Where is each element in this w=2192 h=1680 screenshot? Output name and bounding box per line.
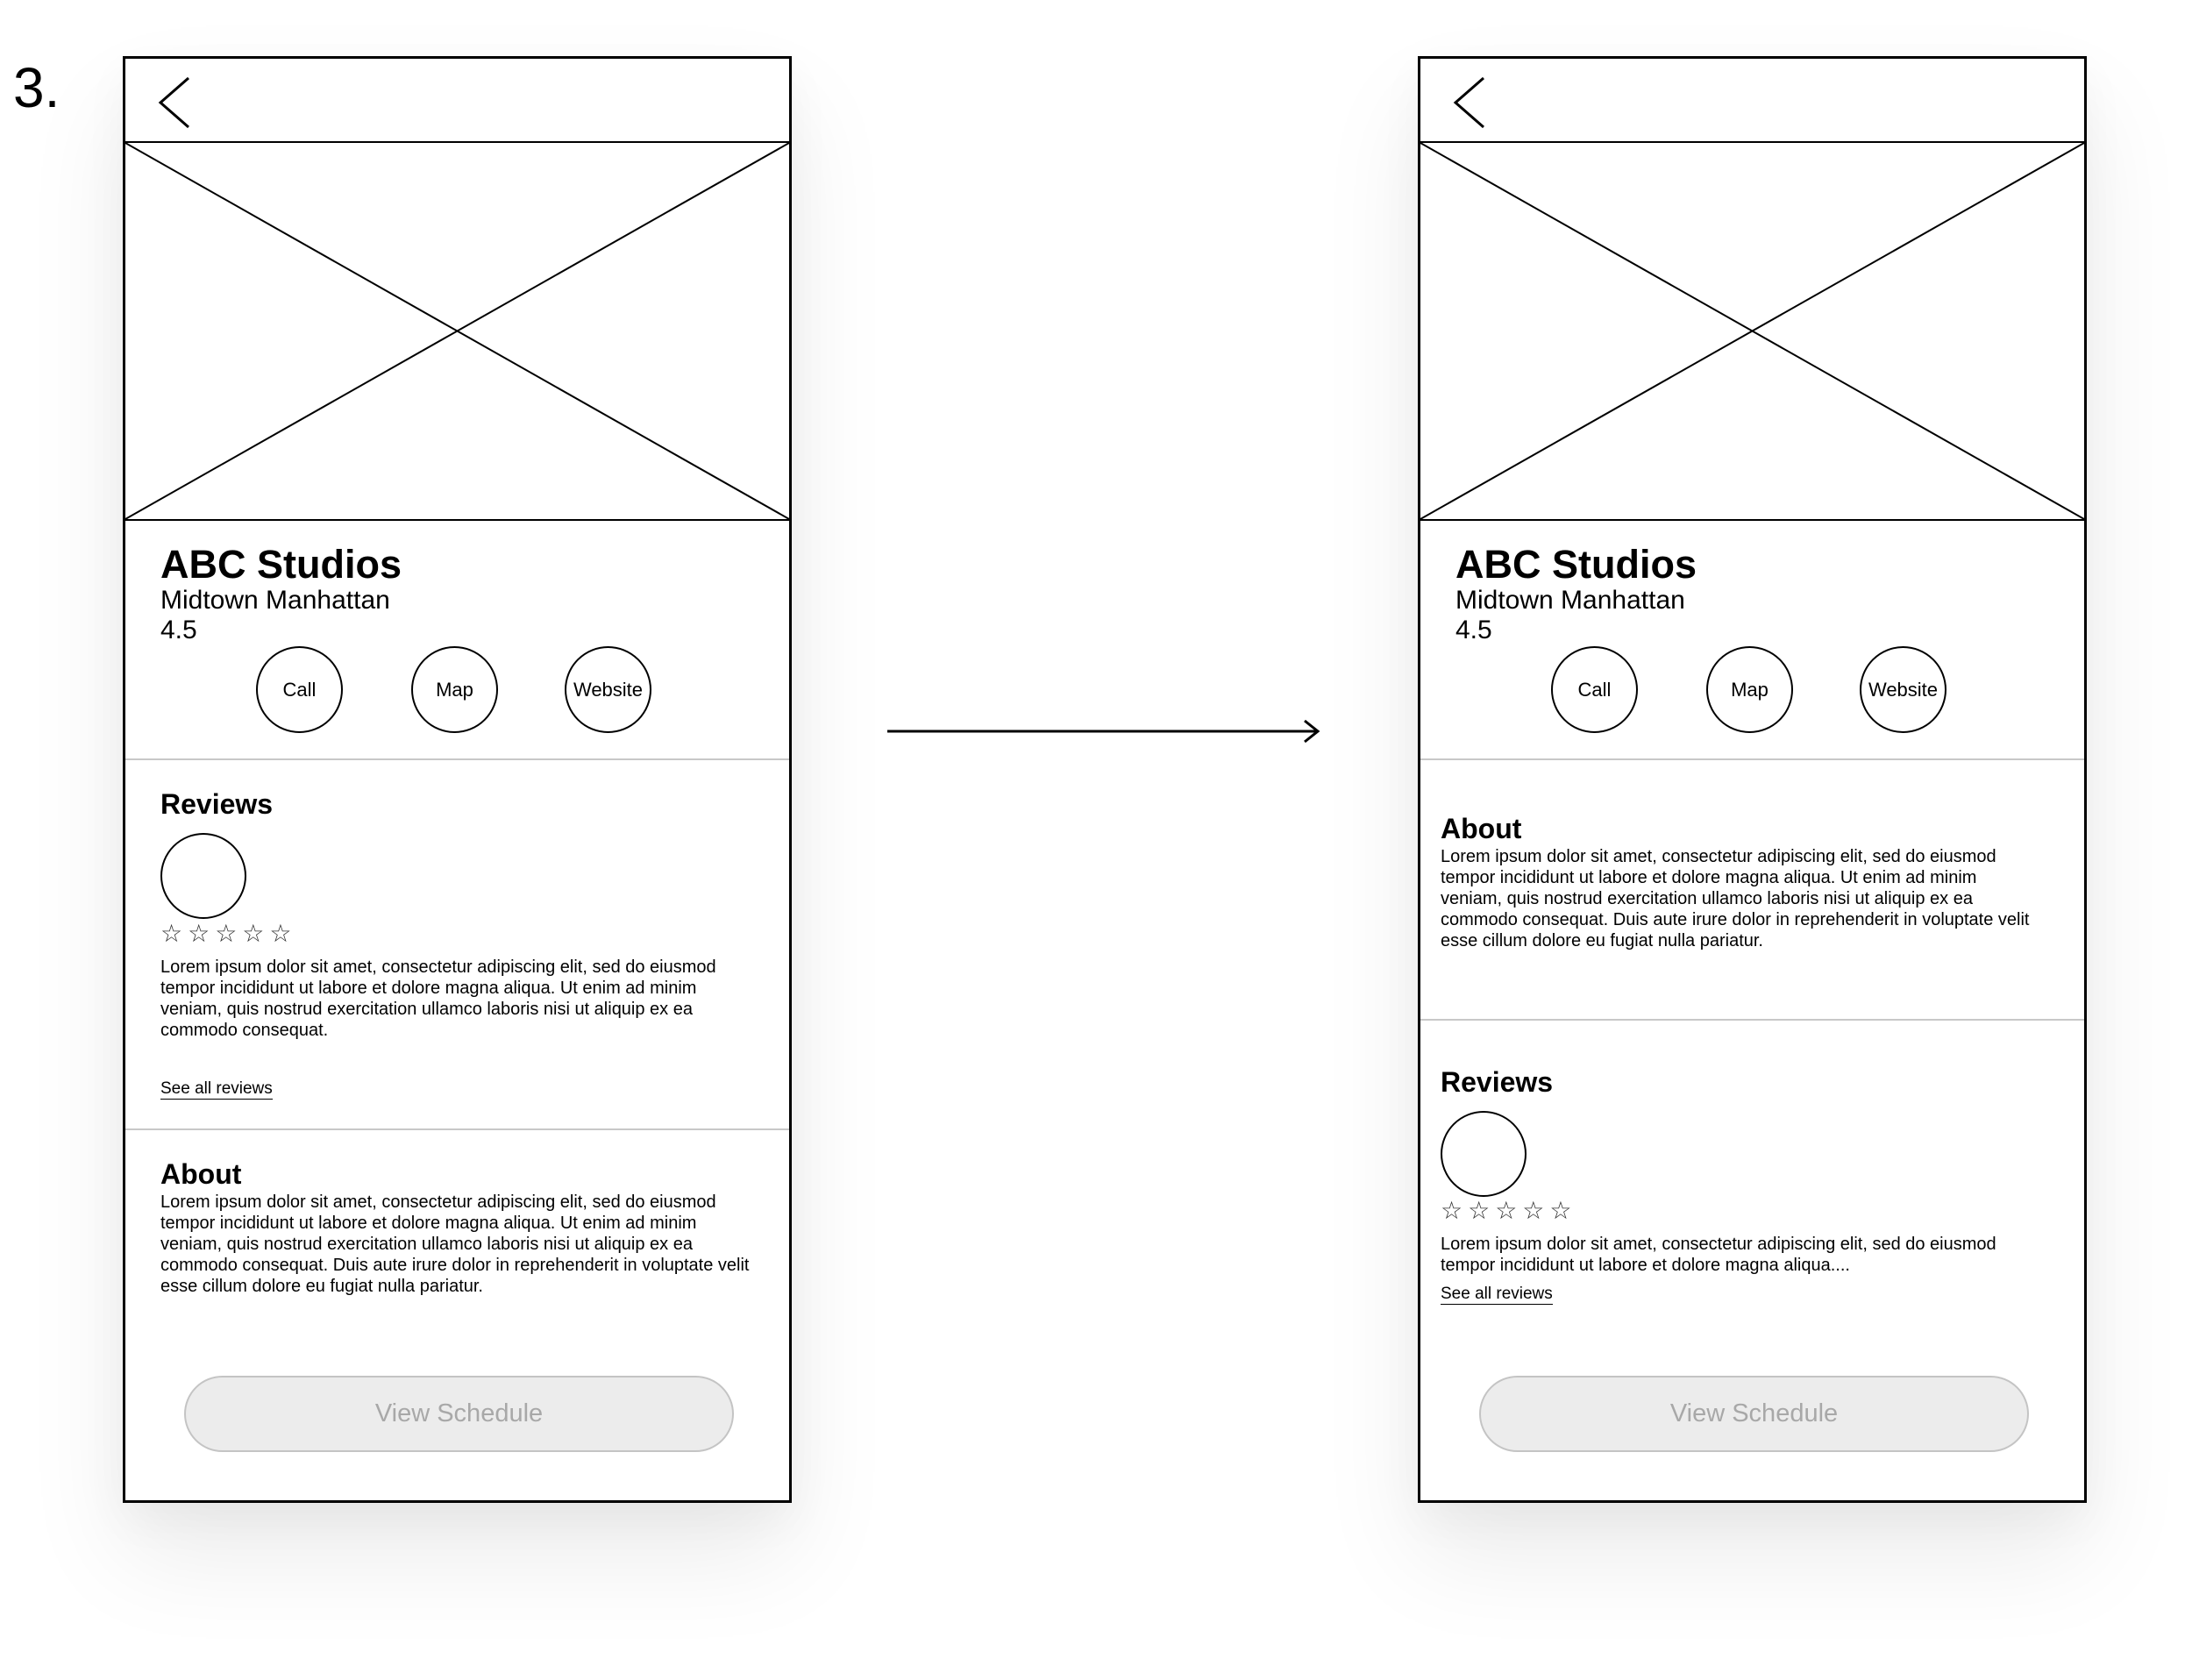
about-text: Lorem ipsum dolor sit amet, consectetur adipiscing elit, sed do eiusmod tempor incididunt ut labore et dolore magna aliqua. Ut enim ad minim veniam, quis nostrud exercitation ullamco laboris nisi ut aliquip ex ea commodo consequat. Duis aute irure dolor in reprehenderit in voluptate velit esse cillum dolore eu fugiat nulla pariatur. — [1441, 847, 2030, 950]
divider — [125, 758, 789, 760]
map-button[interactable]: Map — [411, 646, 498, 733]
star-rating: ☆☆☆☆☆ — [1441, 1196, 1577, 1225]
studio-location: Midtown Manhattan — [1455, 586, 1685, 615]
map-button[interactable]: Map — [1706, 646, 1793, 733]
star-rating: ☆☆☆☆☆ — [160, 919, 297, 948]
about-text: Lorem ipsum dolor sit amet, consectetur adipiscing elit, sed do eiusmod tempor incididunt ut labore et dolore magna aliqua. Ut enim ad minim veniam, quis nostrud exercitation ullamco laboris nisi ut aliquip ex ea commodo consequat. Duis aute irure dolor in reprehenderit in voluptate velit esse cillum dolore eu fugiat nulla pariatur. — [160, 1192, 750, 1296]
studio-title: ABC Studios — [1455, 542, 1697, 587]
phone-screen-before — [123, 56, 792, 1503]
image-placeholder — [1420, 141, 2084, 521]
divider — [1420, 758, 2084, 760]
image-placeholder — [125, 141, 789, 521]
reviews-heading: Reviews — [160, 788, 274, 820]
divider — [125, 1128, 789, 1130]
studio-title: ABC Studios — [160, 542, 402, 587]
see-all-reviews-link[interactable]: See all reviews — [160, 1079, 273, 1098]
about-heading: About — [1441, 813, 1522, 844]
website-button[interactable]: Website — [1860, 646, 1946, 733]
studio-rating: 4.5 — [160, 616, 197, 644]
reviewer-avatar — [160, 833, 246, 919]
about-heading: About — [160, 1158, 242, 1190]
view-schedule-button[interactable]: View Schedule — [1479, 1376, 2029, 1452]
top-bar — [125, 59, 789, 141]
chevron-left-icon[interactable] — [1452, 76, 1487, 129]
review-text: Lorem ipsum dolor sit amet, consectetur adipiscing elit, sed do eiusmod tempor incididunt ut labore et dolore magna aliqua.... — [1441, 1235, 1996, 1275]
call-button[interactable]: Call — [1551, 646, 1638, 733]
phone-screen-after — [1418, 56, 2087, 1503]
top-bar — [1420, 59, 2084, 141]
reviewer-avatar — [1441, 1111, 1527, 1197]
reviews-heading: Reviews — [1441, 1066, 1554, 1098]
view-schedule-button[interactable]: View Schedule — [184, 1376, 734, 1452]
arrow-right-icon — [887, 714, 1321, 749]
studio-rating: 4.5 — [1455, 616, 1492, 644]
chevron-left-icon[interactable] — [157, 76, 192, 129]
step-number: 3. — [13, 56, 60, 119]
see-all-reviews-link[interactable]: See all reviews — [1441, 1285, 1553, 1303]
call-button[interactable]: Call — [256, 646, 343, 733]
studio-location: Midtown Manhattan — [160, 586, 390, 615]
website-button[interactable]: Website — [565, 646, 651, 733]
divider — [1420, 1019, 2084, 1021]
review-text: Lorem ipsum dolor sit amet, consectetur adipiscing elit, sed do eiusmod tempor incididunt ut labore et dolore magna aliqua. Ut enim ad minim veniam, quis nostrud exercitation ullamco laboris nisi ut aliquip ex ea commodo consequat. — [160, 957, 716, 1040]
